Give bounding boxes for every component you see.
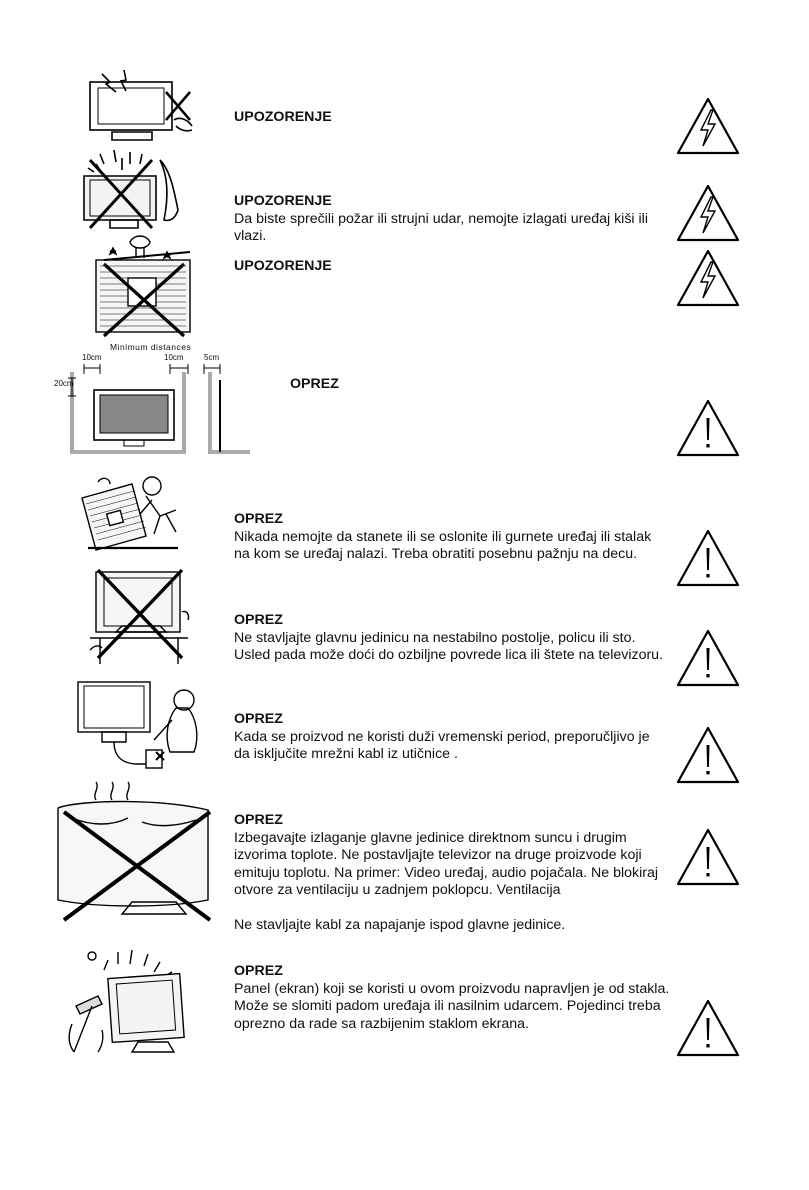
caution-block-glass: [234, 963, 684, 1033]
caution-block-unplug: [234, 711, 664, 764]
caution-heading-unplug: OPREZ: [234, 711, 283, 727]
warning-heading-2: UPOZORENJE: [234, 193, 332, 209]
caution-text-stand: Ne stavljajte glavnu jedinicu na nestabilno postolje, policu ili sto. Usled pada može doći do ozbiljne povrede lica ili štete na televizoru.: [234, 629, 664, 663]
caution-heading-distances: OPREZ: [290, 376, 339, 392]
tv-lightning-illustration: [78, 70, 198, 150]
caution-exclamation-icon: [675, 725, 741, 785]
electric-shock-warning-icon: [675, 96, 741, 156]
tv-objects-on-top-illustration: [90, 232, 200, 342]
caution-exclamation-icon: [675, 628, 741, 688]
distance-20cm: 20cm: [54, 379, 74, 388]
caution-heading-stand: OPREZ: [234, 612, 283, 628]
caution-text-heat: Izbegavajte izlaganje glavne jedinice direktnom suncu i drugim izvorima toplote. Ne postavljajte televizor na druge proizvode koji emituju toplotu. Na primer: Video uređaj, audio pojačala. Ne blokiraj otvore za ventilaciju u zadnjem poklopcu. Ventilacija: [234, 829, 659, 898]
caution-block-heat: [234, 812, 664, 934]
distance-label: Minimum distances: [110, 342, 192, 352]
warning-heading-3: UPOZORENJE: [234, 258, 332, 274]
caution-text-children: Nikada nemojte da stanete ili se oslonite ili gurnete uređaj ili stalak na kom se uređaj nalazi. Treba obratiti posebnu pažnju na decu.: [234, 528, 652, 562]
caution-heading-heat: OPREZ: [234, 812, 283, 828]
tv-glass-break-illustration: [62, 944, 192, 1062]
caution-block-stand: [234, 612, 664, 665]
distance-10cm-left: 10cm: [82, 353, 102, 362]
caution-heading-glass: OPREZ: [234, 963, 283, 979]
unplug-cable-illustration: [72, 676, 212, 774]
caution-exclamation-icon: [675, 398, 741, 458]
caution-text-heat-cable: Ne stavljajte kabl za napajanje ispod glavne jedinice.: [234, 916, 566, 933]
warning-block-2: [234, 193, 664, 246]
caution-heading-children: OPREZ: [234, 511, 283, 527]
tv-rain-illustration: [80, 150, 190, 235]
electric-shock-warning-icon: [675, 248, 741, 308]
child-pushing-tv-illustration: [72, 468, 192, 556]
electric-shock-warning-icon: [675, 183, 741, 243]
warning-block-3: [234, 258, 664, 276]
caution-exclamation-icon: [675, 528, 741, 588]
warning-heading-1: UPOZORENJE: [234, 109, 332, 125]
warning-text-2: Da biste sprečili požar ili strujni udar, nemojte izlagati uređaj kiši ili vlazi.: [234, 210, 648, 244]
caution-exclamation-icon: [675, 827, 741, 887]
caution-block-children: [234, 511, 664, 564]
caution-text-glass: Panel (ekran) koji se koristi u ovom proizvodu napravljen je od stakla. Može se slomiti padom uređaja ili nasilnim udarcem. Pojedinci treba oprezno da rade sa razbijenim staklom ekrana.: [234, 980, 670, 1032]
distance-10cm-right: 10cm: [164, 353, 184, 362]
tv-covered-heat-illustration: [52, 778, 222, 928]
distance-5cm: 5cm: [204, 353, 220, 362]
caution-block-distances: [290, 376, 670, 394]
caution-exclamation-icon: [675, 998, 741, 1058]
caution-text-unplug: Kada se proizvod ne koristi duži vremenski period, preporučljivo je da isključite mrežni kabl iz utičnice .: [234, 728, 650, 762]
warning-block-1: [234, 109, 664, 127]
tv-unstable-stand-illustration: [86, 562, 196, 666]
minimum-distances-diagram: [52, 340, 252, 458]
